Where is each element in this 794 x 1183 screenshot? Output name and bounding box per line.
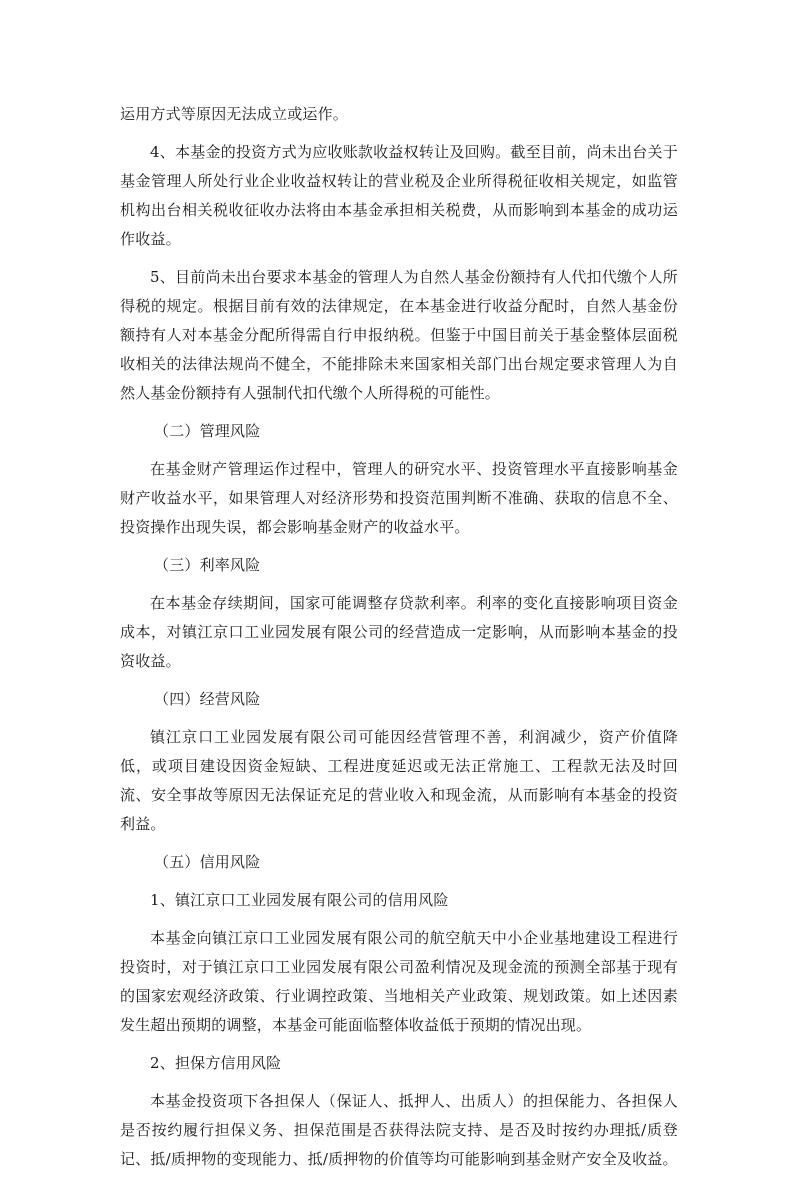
paragraph-interest-rate-risk: 在本基金存续期间，国家可能调整存贷款利率。利率的变化直接影响项目资金成本，对镇江京口工业园发展有限公司的经营造成一定影响，从而影响本基金的投资收益。 — [120, 594, 678, 670]
paragraph-continuation: 运用方式等原因无法成立或运作。 — [120, 105, 349, 123]
paragraph-operating-risk: 镇江京口工业园发展有限公司可能因经营管理不善，利润减少，资产价值降低，或项目建设因资金短缺、工程进度延迟或无法正常施工、工程款无法及时回流、安全事故等原因无法保证充足的营业收入和现金流，从而影响有本基金的投资利益。 — [120, 728, 678, 833]
section-heading-credit-risk: （五）信用风险 — [154, 853, 261, 871]
subheading-guarantor-credit-risk: 2、担保方信用风险 — [150, 1054, 282, 1072]
paragraph-guarantor-credit-risk: 本基金投资项下各担保人（保证人、抵押人、出质人）的担保能力、各担保人是否按约履行担保义务、担保范围是否获得法院支持、是否及时按约办理抵/质登记、抵/质押物的变现能力、抵/质押物的价值等均可能影响到基金财产安全及收益。 — [120, 1092, 678, 1168]
subheading-company-credit-risk: 1、镇江京口工业园发展有限公司的信用风险 — [150, 891, 449, 909]
paragraph-tax-clause-5: 5、目前尚未出台要求本基金的管理人为自然人基金份额持有人代扣代缴个人所得税的规定。根据目前有效的法律规定，在本基金进行收益分配时，自然人基金份额持有人对本基金分配所得需自行申报纳税。但鉴于中国目前关于基金整体层面税收相关的法律法规尚不健全，不能排除未来国家相关部门出台规定要求管理人为自然人基金份额持有人强制代扣代缴个人所得税的可能性。 — [120, 268, 678, 402]
section-heading-management-risk: （二）管理风险 — [154, 422, 261, 440]
paragraph-company-credit-risk: 本基金向镇江京口工业园发展有限公司的航空航天中小企业基地建设工程进行投资时，对于镇江京口工业园发展有限公司盈利情况及现金流的预测全部基于现有的国家宏观经济政策、行业调控政策、当地相关产业政策、规划政策。如上述因素发生超出预期的调整，本基金可能面临整体收益低于预期的情况出现。 — [120, 929, 678, 1034]
document-body — [120, 100, 678, 1183]
paragraph-tax-clause-4: 4、本基金的投资方式为应收账款收益权转让及回购。截至目前，尚未出台关于基金管理人所处行业企业收益权转让的营业税及企业所得税征收相关规定，如监管机构出台相关税收征收办法将由本基金承担相关税费，从而影响到本基金的成功运作收益。 — [120, 143, 678, 248]
section-heading-interest-rate-risk: （三）利率风险 — [154, 556, 261, 574]
paragraph-management-risk: 在基金财产管理运作过程中，管理人的研究水平、投资管理水平直接影响基金财产收益水平，如果管理人对经济形势和投资范围判断不准确、获取的信息不全、投资操作出现失误，都会影响基金财产的收益水平。 — [120, 460, 678, 536]
section-heading-operating-risk: （四）经营风险 — [154, 690, 261, 708]
